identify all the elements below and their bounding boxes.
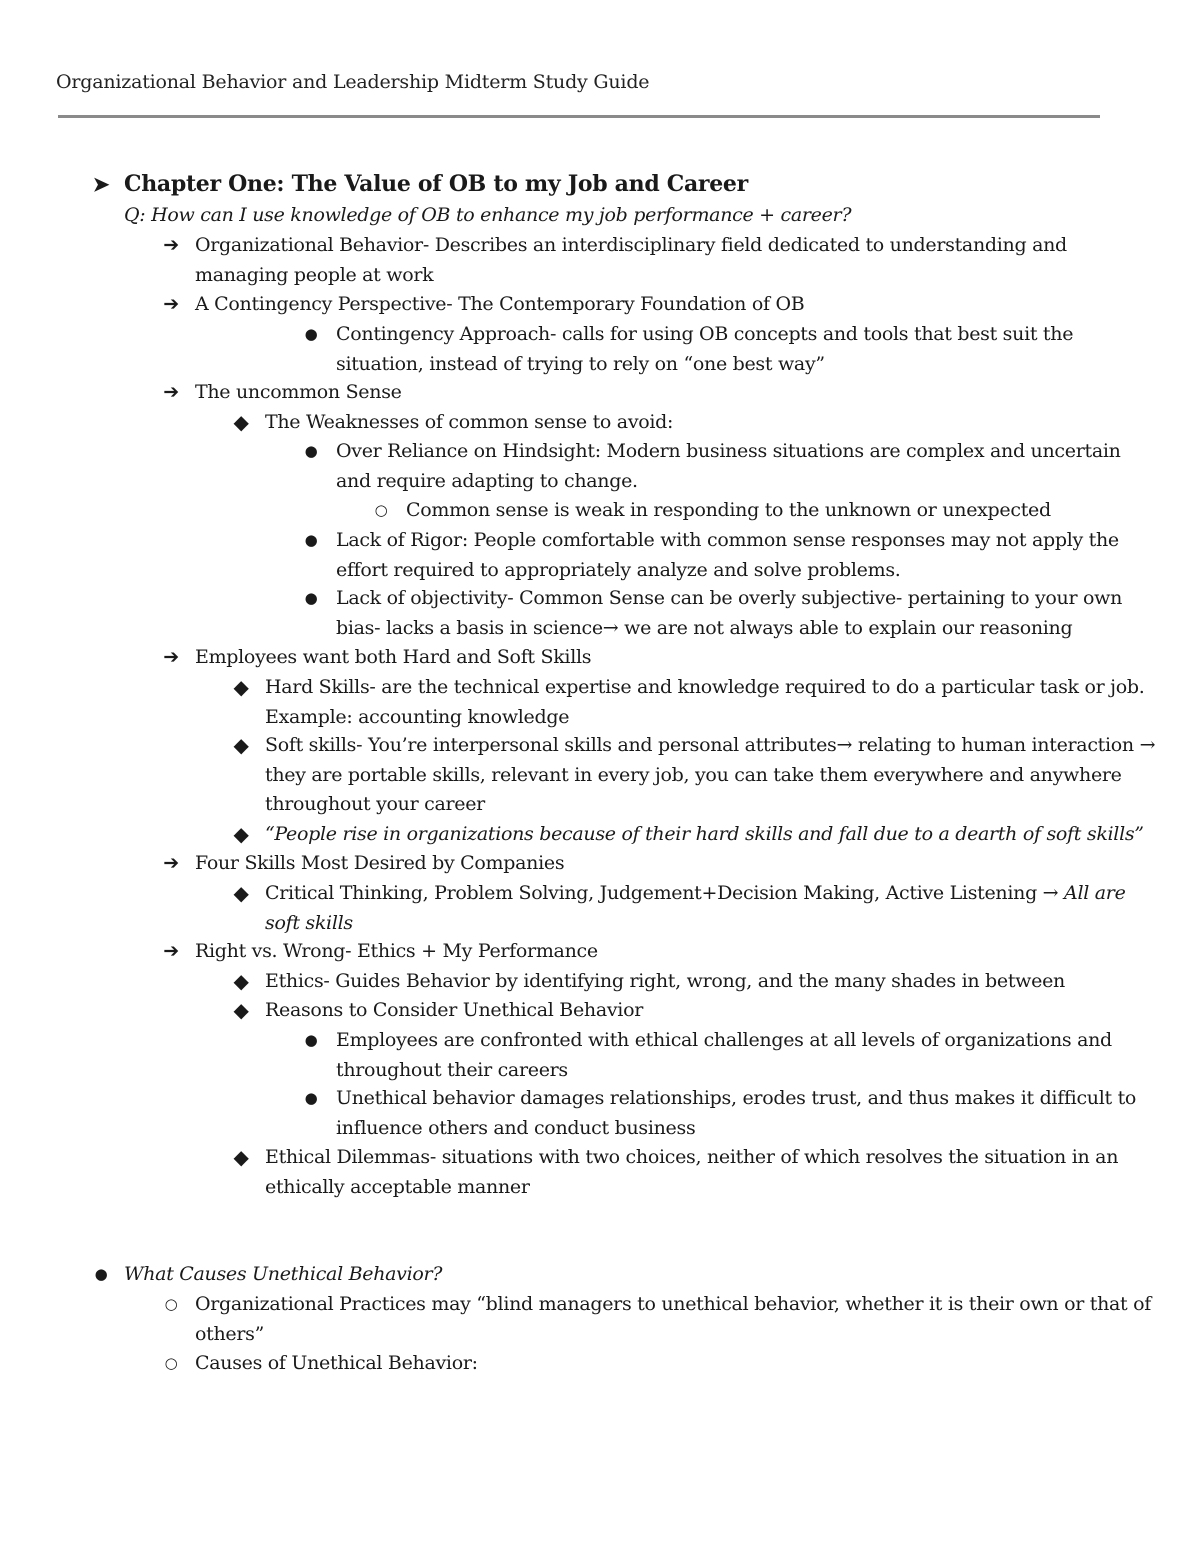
dot-bullet-icon: ● (94, 1265, 108, 1283)
ethical-dilemmas: Ethical Dilemmas- situations with two choices, neither of which resolves the situation in an ethically acceptable manner (265, 1146, 1119, 1198)
circle-bullet-icon: ○ (374, 501, 388, 519)
contingency-approach: Contingency Approach- calls for using OB concepts and tools that best suit the situation, instead of trying to rely on “one best way” (336, 323, 1074, 375)
four-skills-text: Critical Thinking, Problem Solving, Judgement+Decision Making, Active Listening → (265, 882, 1065, 904)
hard-skills: Hard Skills- are the technical expertise and knowledge required to do a particular task or job. Example: accounting knowledge (265, 676, 1145, 728)
four-skills-list (265, 879, 1160, 938)
hindsight: Over Reliance on Hindsight: Modern business situations are complex and uncertain and require adapting to change. (336, 440, 1121, 492)
diamond-bullet-icon: ◆ (233, 998, 249, 1022)
diamond-bullet-icon: ◆ (233, 822, 249, 846)
chapter-title: Chapter One: The Value of OB to my Job and Career (124, 171, 748, 197)
arrow-bullet-icon: ➔ (163, 381, 179, 403)
diamond-bullet-icon: ◆ (233, 733, 249, 757)
diamond-bullet-icon: ◆ (233, 881, 249, 905)
organizational-practices: Organizational Practices may “blind managers to unethical behavior, whether it is their own or that of others” (195, 1293, 1151, 1345)
header-divider (58, 115, 1100, 118)
soft-skills-quote: “People rise in organizations because of their hard skills and fall due to a dearth of soft skills” (265, 823, 1144, 845)
causes-heading: Causes of Unethical Behavior: (195, 1352, 478, 1374)
arrow-bullet-icon: ➔ (163, 293, 179, 315)
four-skills-heading: Four Skills Most Desired by Companies (195, 852, 565, 874)
dot-bullet-icon: ● (304, 589, 318, 607)
dot-bullet-icon: ● (304, 442, 318, 460)
dot-bullet-icon: ● (304, 325, 318, 343)
uncommon-sense: The uncommon Sense (195, 381, 402, 403)
ob-definition: Organizational Behavior- Describes an interdisciplinary field dedicated to understanding and managing people at work (195, 234, 1067, 286)
rigor: Lack of Rigor: People comfortable with common sense responses may not apply the effort required to appropriately analyze and solve problems. (336, 529, 1119, 581)
reason-two: Unethical behavior damages relationships, erodes trust, and thus makes it difficult to influence others and conduct business (336, 1087, 1137, 1139)
objectivity: Lack of objectivity- Common Sense can be overly subjective- pertaining to your own bias- lacks a basis in science→ we are not always able to explain our reasoning (336, 587, 1123, 639)
reason-one: Employees are confronted with ethical challenges at all levels of organizations and throughout their careers (336, 1029, 1112, 1081)
question-text: Q: How can I use knowledge of OB to enhance my job performance + career? (124, 204, 852, 226)
arrow-bullet-icon: ➔ (163, 234, 179, 256)
diamond-bullet-icon: ◆ (233, 410, 249, 434)
hindsight-sub: Common sense is weak in responding to the unknown or unexpected (406, 499, 1051, 521)
unethical-heading: What Causes Unethical Behavior? (124, 1263, 443, 1285)
four-skills-note: All are soft skills (265, 882, 1126, 934)
reasons-heading: Reasons to Consider Unethical Behavior (265, 999, 644, 1021)
dot-bullet-icon: ● (304, 1031, 318, 1049)
diamond-bullet-icon: ◆ (233, 675, 249, 699)
arrow-bullet-icon: ➔ (163, 852, 179, 874)
circle-bullet-icon: ○ (164, 1295, 178, 1313)
page-header: Organizational Behavior and Leadership Midterm Study Guide (56, 71, 650, 93)
arrow-bullet-icon: ➔ (163, 646, 179, 668)
circle-bullet-icon: ○ (164, 1354, 178, 1372)
soft-skills: Soft skills- You’re interpersonal skills and personal attributes→ relating to human interaction → they are portable skills, relevant in every job, you can take them everywhere and anywhere throughout your career (265, 734, 1156, 815)
chevron-bullet-icon: ➤ (92, 172, 110, 196)
dot-bullet-icon: ● (304, 531, 318, 549)
ethics-heading: Right vs. Wrong- Ethics + My Performance (195, 940, 598, 962)
weaknesses-heading: The Weaknesses of common sense to avoid: (265, 411, 674, 433)
diamond-bullet-icon: ◆ (233, 1145, 249, 1169)
contingency-perspective: A Contingency Perspective- The Contemporary Foundation of OB (195, 293, 805, 315)
dot-bullet-icon: ● (304, 1089, 318, 1107)
ethics-definition: Ethics- Guides Behavior by identifying right, wrong, and the many shades in between (265, 970, 1065, 992)
skills-heading: Employees want both Hard and Soft Skills (195, 646, 592, 668)
diamond-bullet-icon: ◆ (233, 969, 249, 993)
arrow-bullet-icon: ➔ (163, 940, 179, 962)
